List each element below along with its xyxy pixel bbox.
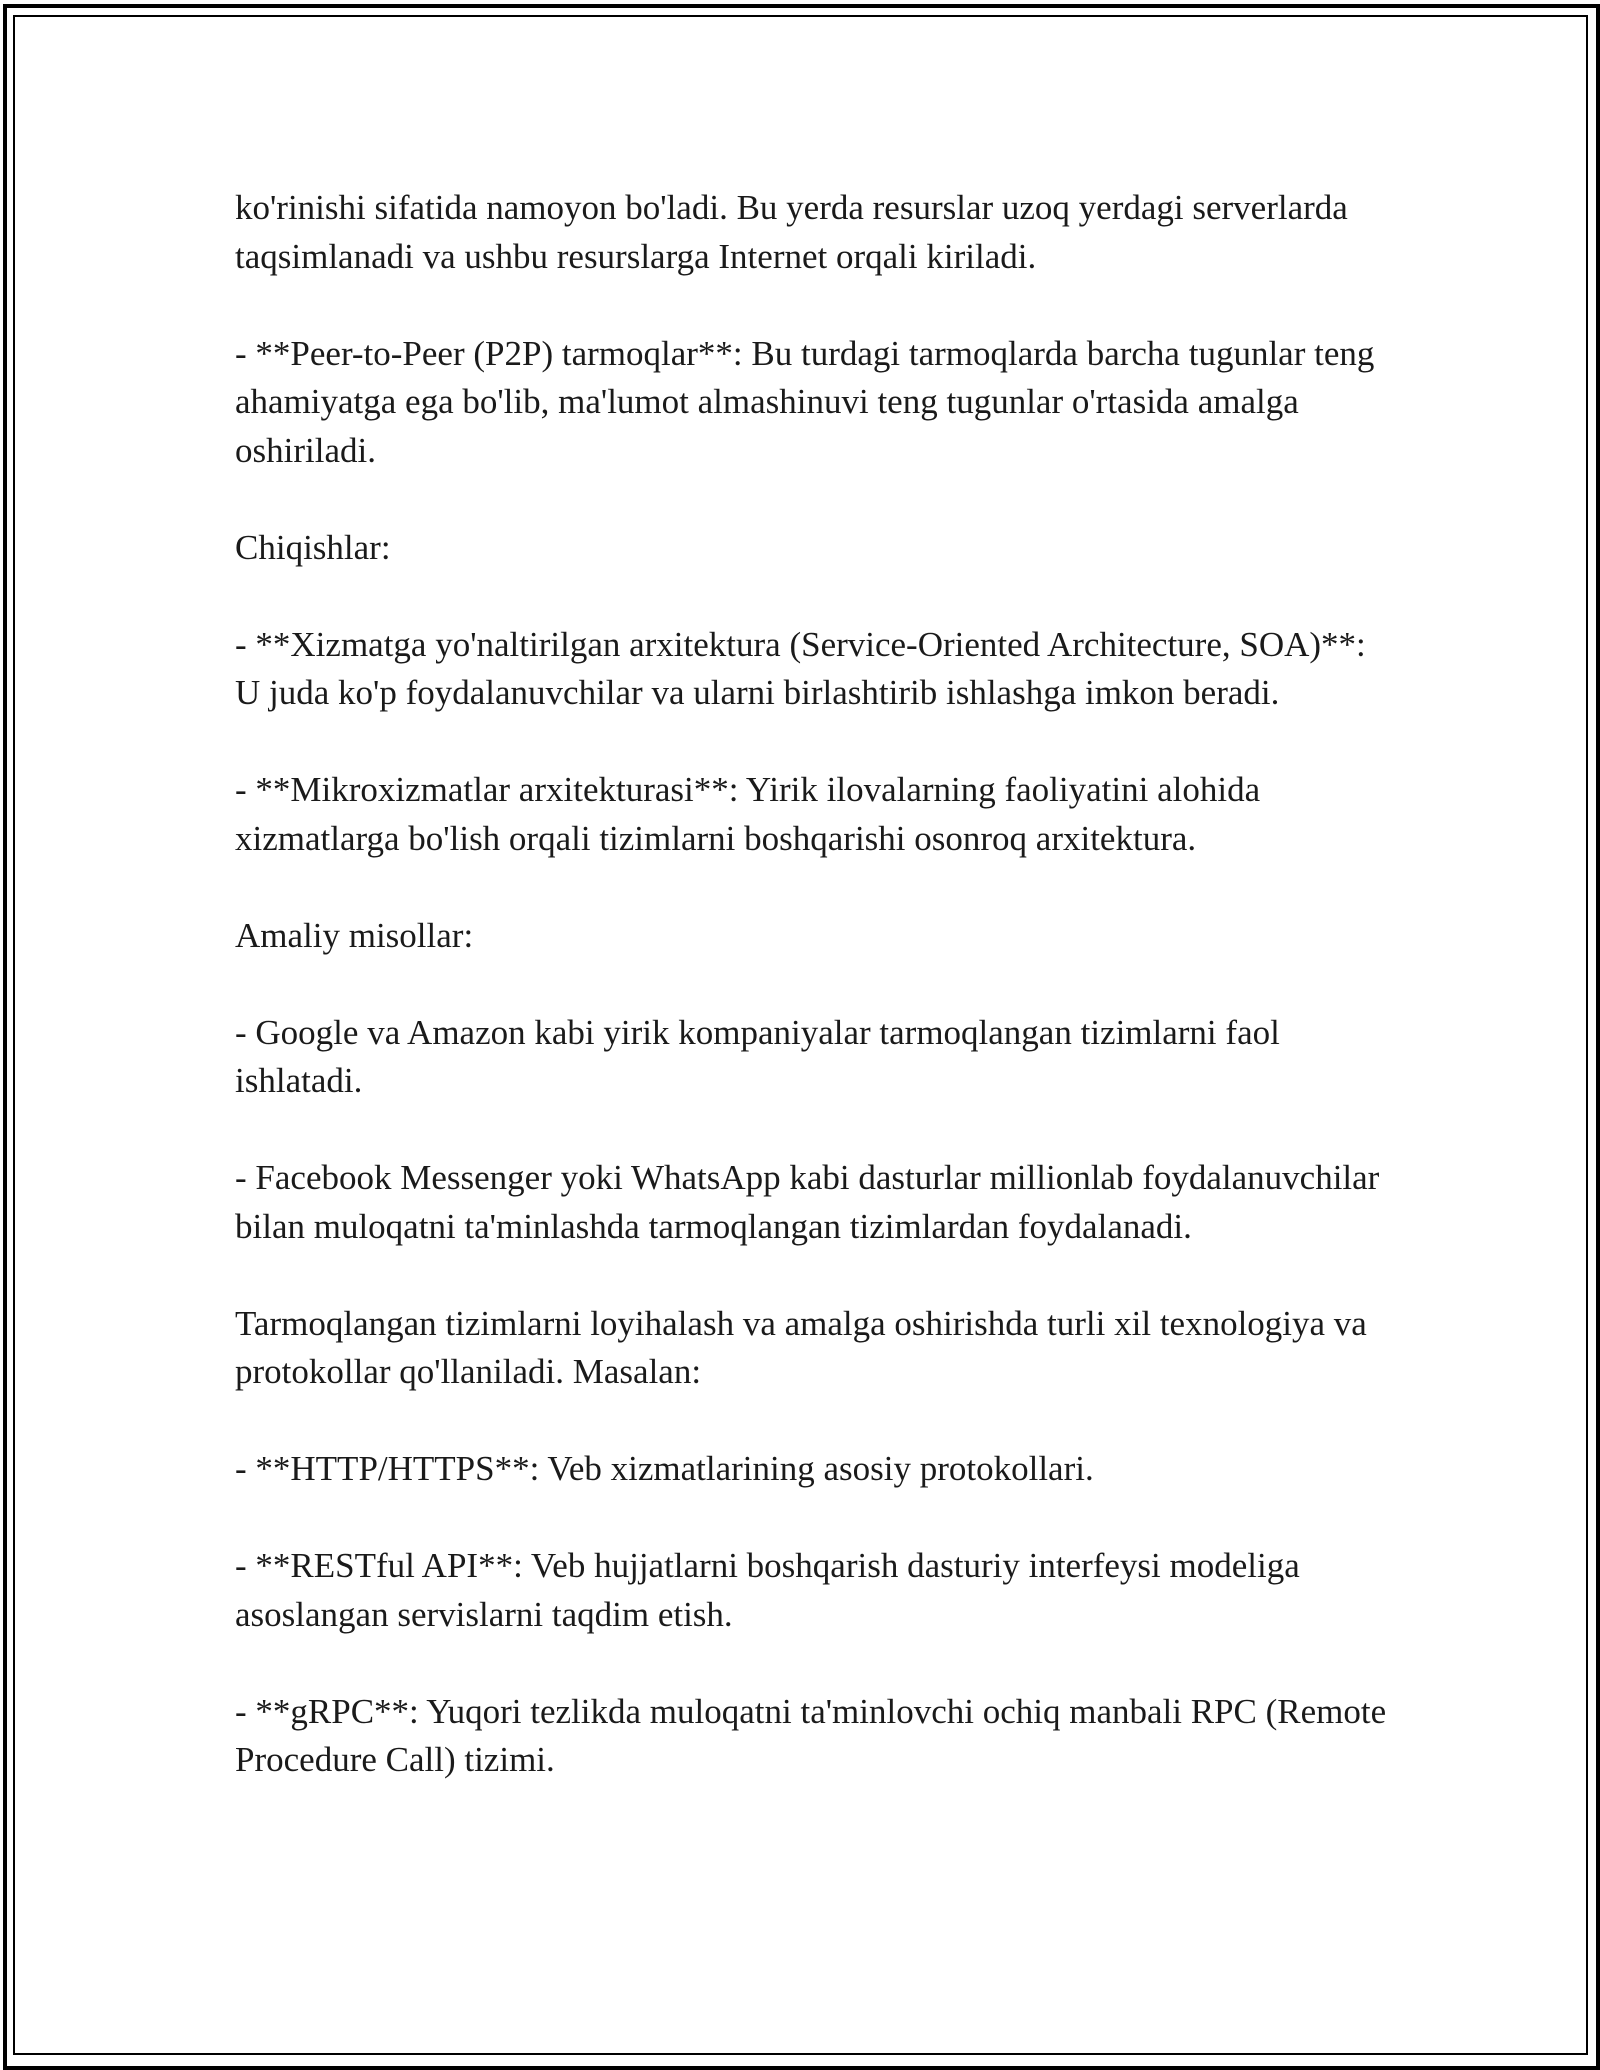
paragraph-grpc: - **gRPC**: Yuqori tezlikda muloqatni ta'minlovchi ochiq manbali RPC (Remote Procedure Call) tizimi.: [235, 1691, 1387, 1779]
paragraph-technologies: Tarmoqlangan tizimlarni loyihalash va amalga oshirishda turli xil texnologiya va protokollar qo'llaniladi. Masalan:: [235, 1303, 1367, 1391]
paragraph-restful: - **RESTful API**: Veb hujjatlarni boshqarish dasturiy interfeysi modeliga asoslangan servislarni taqdim etish.: [235, 1546, 1300, 1634]
paragraph-soa: - **Xizmatga yo'naltirilgan arxitektura (Service-Oriented Architecture, SOA)**: U juda ko'p foydalanuvchilar va ularni birlashtirib ishlashga imkon beradi.: [235, 624, 1366, 712]
document-body: [235, 184, 1395, 1785]
paragraph-http: - **HTTP/HTTPS**: Veb xizmatlarining asosiy protokollari.: [235, 1449, 1094, 1488]
heading-chiqishlar: Chiqishlar:: [235, 527, 391, 567]
paragraph-p2p: - **Peer-to-Peer (P2P) tarmoqlar**: Bu turdagi tarmoqlarda barcha tugunlar teng ahamiyatga ega bo'lib, ma'lumot almashinuvi teng tugunlar o'rtasida amalga oshiriladi.: [235, 333, 1375, 470]
heading-amaliy-misollar: Amaliy misollar:: [235, 915, 474, 955]
paragraph-cloud-continuation: ko'rinishi sifatida namoyon bo'ladi. Bu yerda resurslar uzoq yerdagi serverlarda taqsimlanadi va ushbu resurslarga Internet orqali kiriladi.: [235, 188, 1348, 276]
paragraph-microservices: - **Mikroxizmatlar arxitekturasi**: Yirik ilovalarning faoliyatini alohida xizmatlarga bo'lish orqali tizimlarni boshqarishi osonroq arxitektura.: [235, 770, 1261, 858]
paragraph-google-amazon: - Google va Amazon kabi yirik kompaniyalar tarmoqlangan tizimlarni faol ishlatadi.: [235, 1012, 1280, 1100]
paragraph-messenger: - Facebook Messenger yoki WhatsApp kabi dasturlar millionlab foydalanuvchilar bilan muloqatni ta'minlashda tarmoqlangan tizimlardan foydalanadi.: [235, 1158, 1380, 1246]
